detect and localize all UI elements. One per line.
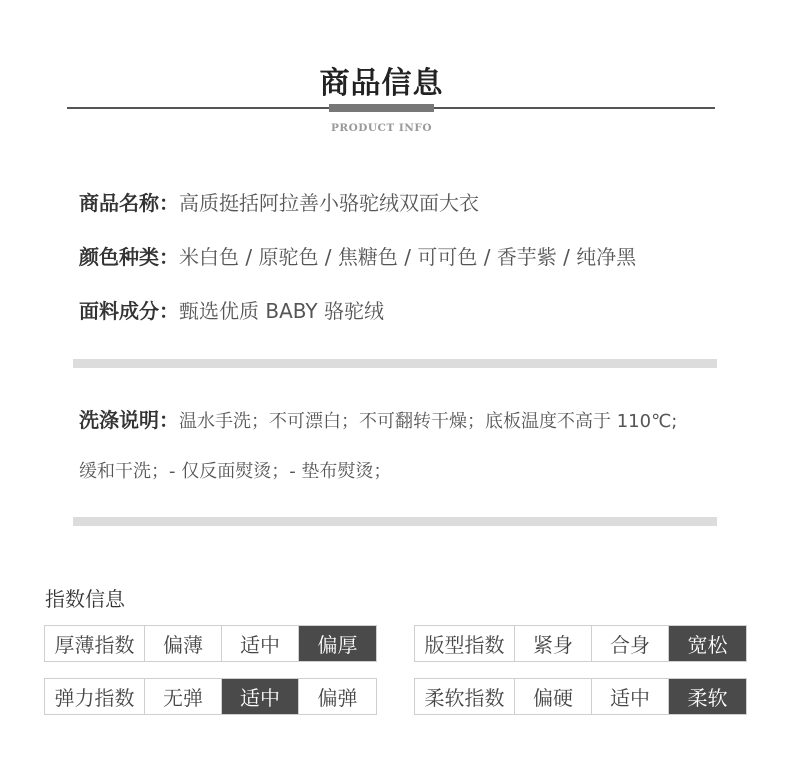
elasticity-index-table [44, 678, 377, 715]
fit-index-label: 版型指数 [415, 626, 515, 661]
fit-option-loose: 宽松 [669, 626, 746, 661]
divider-bottom [73, 517, 717, 526]
fit-option-tight: 紧身 [515, 626, 592, 661]
title-accent-bar [329, 104, 434, 112]
elasticity-option-stretchy: 偏弹 [317, 686, 358, 710]
softness-option-soft: 柔软 [669, 679, 746, 714]
colors-row [79, 241, 636, 270]
colors-value: 米白色 / 原驼色 / 焦糖色 / 可可色 / 香芋紫 / 纯净黑 [179, 245, 637, 269]
colors-label: 颜色种类： [79, 245, 179, 269]
section-subtitle: PRODUCT INFO [331, 122, 432, 134]
index-title: 指数信息 [45, 587, 125, 611]
thickness-index-table [44, 625, 377, 662]
softness-index-label: 柔软指数 [415, 679, 515, 714]
care-row [79, 404, 677, 433]
fit-option-regular: 合身 [592, 626, 669, 661]
section-title: 商品信息 [319, 66, 444, 101]
care-line-1: 温水手洗；不可漂白；不可翻转干燥；底板温度不高于 110℃; [179, 411, 678, 432]
softness-option-hard: 偏硬 [515, 679, 592, 714]
elasticity-option-none: 无弹 [145, 679, 222, 714]
product-name-row [79, 187, 479, 216]
fit-index-table [414, 625, 747, 662]
care-label: 洗涤说明： [79, 408, 179, 432]
product-name-value: 高质挺括阿拉善小骆驼绒双面大衣 [179, 191, 479, 215]
product-name-label: 商品名称： [79, 191, 179, 215]
thickness-option-thick: 偏厚 [299, 626, 376, 661]
material-value: 甄选优质 BABY 骆驼绒 [179, 299, 384, 323]
softness-index-table [414, 678, 747, 715]
divider-top [73, 359, 717, 368]
elasticity-index-label: 弹力指数 [45, 679, 145, 714]
softness-option-medium: 适中 [592, 679, 669, 714]
thickness-option-thin: 偏薄 [145, 626, 222, 661]
thickness-option-medium: 适中 [222, 626, 299, 661]
material-row [79, 295, 384, 324]
care-line-2: 缓和干洗；- 仅反面熨烫；- 垫布熨烫； [79, 461, 392, 482]
material-label: 面料成分： [79, 299, 179, 323]
care-row-2 [79, 457, 391, 483]
elasticity-option-medium: 适中 [222, 679, 299, 714]
thickness-index-label: 厚薄指数 [45, 626, 145, 661]
